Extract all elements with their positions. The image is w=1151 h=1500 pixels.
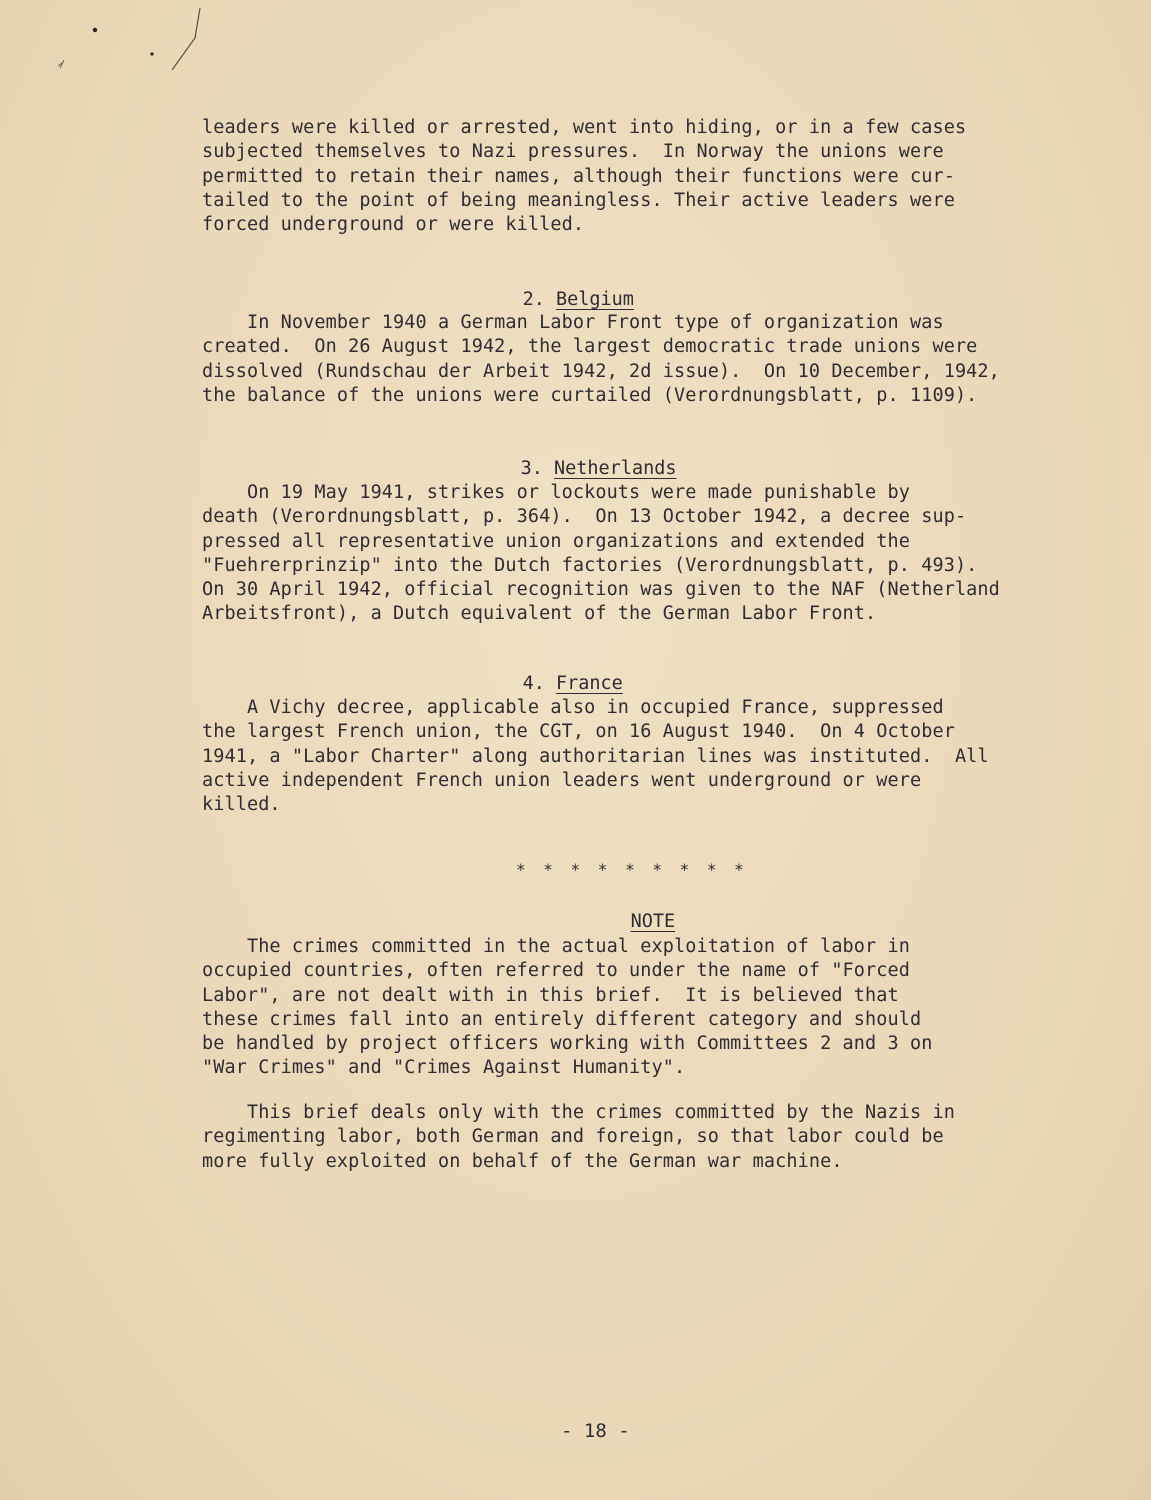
text-line: occupied countries, often referred to under the name of "Forced — [202, 960, 910, 982]
text-line: leaders were killed or arrested, went into hiding, or in a few cases — [202, 117, 967, 138]
text-line: permitted to retain their names, although their functions were cur- — [202, 165, 955, 187]
section-title: Belgium — [555, 289, 634, 310]
text-line: A Vichy decree, applicable also in occupied France, suppressed — [202, 697, 944, 718]
text-line: In November 1940 a German Labor Front type of organization was — [202, 312, 944, 333]
text-line: 1941, a "Labor Charter" along authoritarian lines was instituted. All — [202, 745, 989, 767]
text-line: regimenting labor, both German and foreign, so that labor could be — [202, 1126, 944, 1148]
text-line: Arbeitsfront), a Dutch equivalent of the German Labor Front. — [202, 603, 877, 625]
text-line: On 19 May 1941, strikes or lockouts were made punishable by — [202, 482, 910, 503]
page-number: - 18 - — [561, 1420, 630, 1442]
text-line: forced underground or were killed. — [202, 214, 585, 236]
text-line: The crimes committed in the actual exploitation of labor in — [202, 936, 910, 957]
text-line: death (Verordnungsblatt, p. 364). On 13 October 1942, a decree sup- — [202, 506, 967, 528]
text-line: active independent French union leaders went underground or were — [202, 769, 922, 791]
note-title: NOTE — [630, 911, 676, 932]
text-line: subjected themselves to Nazi pressures. In Norway the unions were — [202, 141, 944, 163]
text-line: the balance of the unions were curtailed (Verordnungsblatt, p. 1109). — [202, 384, 978, 406]
text-line: dissolved (Rundschau der Arbeit 1942, 2d issue). On 10 December, 1942, — [202, 360, 1000, 382]
text-line: the largest French union, the CGT, on 16 August 1940. On 4 October — [202, 721, 955, 743]
text-line: created. On 26 August 1942, the largest democratic trade unions were — [202, 336, 978, 358]
section-number: 3. — [520, 458, 543, 479]
section-number: 4. — [522, 673, 545, 694]
pencil-marks — [40, 8, 210, 88]
text-line: tailed to the point of being meaningless. Their active leaders were — [202, 189, 955, 211]
text-line: more fully exploited on behalf of the German war machine. — [202, 1150, 843, 1172]
section-number: 2. — [522, 289, 545, 310]
text-line: pressed all representative union organizations and extended the — [202, 530, 910, 552]
text-line: be handled by project officers working with Committees 2 and 3 on — [202, 1033, 933, 1055]
text-line: This brief deals only with the crimes committed by the Nazis in — [202, 1102, 955, 1123]
note-paragraph-1 — [202, 935, 1062, 1081]
separator-stars: * * * * * * * * * — [516, 860, 748, 879]
text-line: "Fuehrerprinzip" into the Dutch factories (Verordnungsblatt, p. 493). — [202, 554, 978, 576]
text-line: Labor", are not dealt with in this brief. It is believed that — [202, 984, 899, 1006]
intro-paragraph — [202, 116, 1062, 237]
section-title: Netherlands — [553, 458, 677, 479]
text-line: "War Crimes" and "Crimes Against Humanity". — [202, 1057, 686, 1079]
text-line: On 30 April 1942, official recognition was given to the NAF (Netherland — [202, 579, 1000, 601]
netherlands-paragraph — [202, 481, 1062, 627]
text-line: killed. — [202, 794, 281, 816]
belgium-paragraph — [202, 311, 1062, 408]
note-paragraph-2 — [202, 1101, 1062, 1174]
france-paragraph — [202, 696, 1062, 817]
section-title: France — [555, 673, 623, 694]
text-line: these crimes fall into an entirely different category and should — [202, 1008, 922, 1030]
